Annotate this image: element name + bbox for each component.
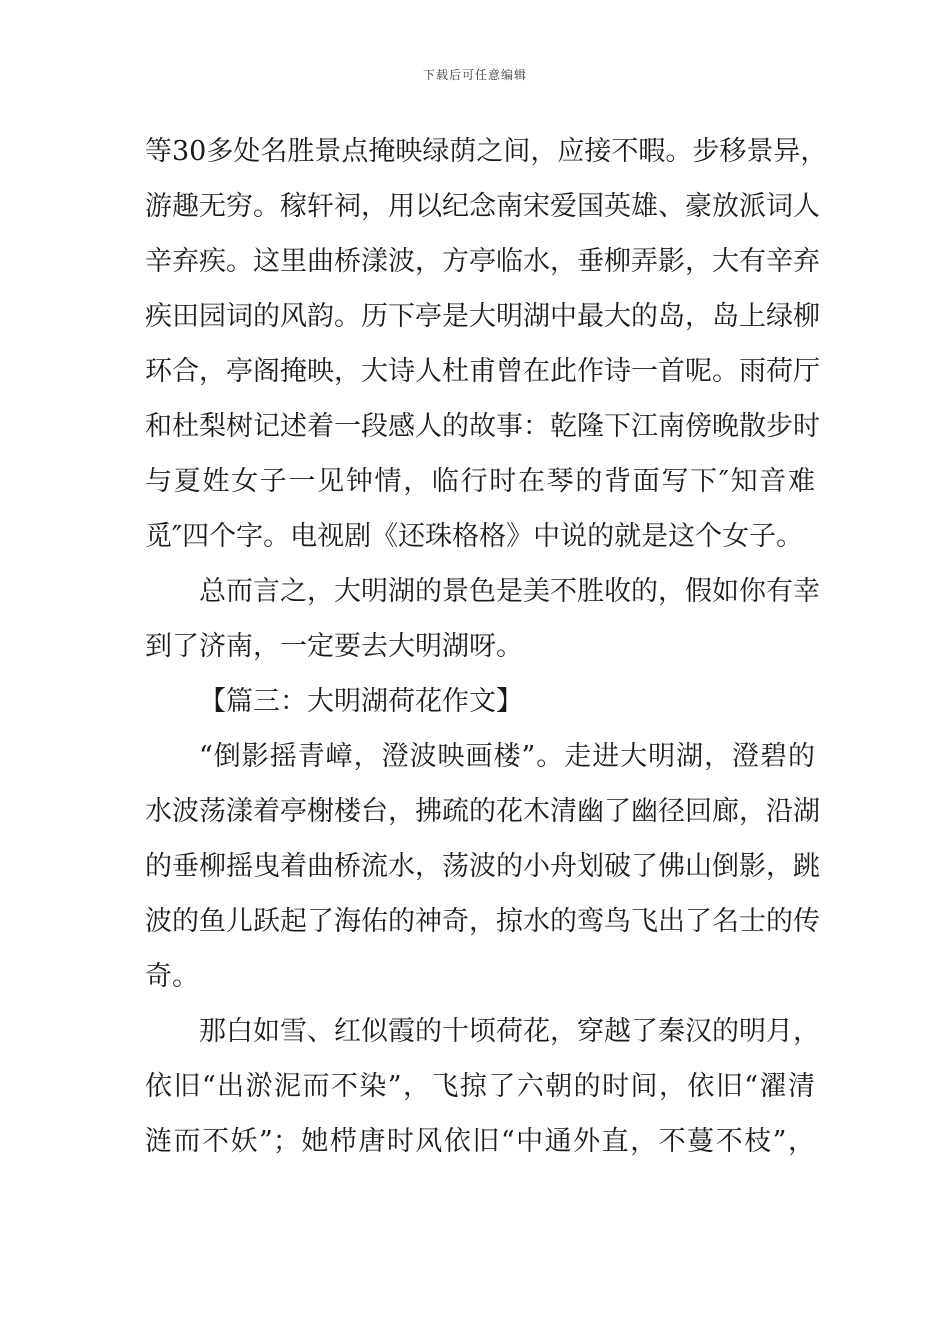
text-line: 和杜梨树记述着一段感人的故事：乾隆下江南傍晚散步时 (145, 411, 820, 442)
text-line: 觅″四个字。电视剧《还珠格格》中说的就是这个女子。 (145, 521, 804, 552)
text-line: 的垂柳摇曳着曲桥流水，荡波的小舟划破了佛山倒影，跳 (145, 851, 820, 882)
text-line: 与夏姓女子一见钟情，临行时在琴的背面写下″知音难 (145, 466, 815, 497)
text-line: “倒影摇青嶂，澄波映画楼”。走进大明湖，澄碧的 (199, 741, 815, 772)
text-line: 水波荡漾着亭榭楼台，拂疏的花木清幽了幽径回廊，沿湖 (145, 796, 820, 827)
text-line: 那白如雪、红似霞的十顷荷花，穿越了秦汉的明月， (199, 1016, 820, 1047)
text-line: 依旧“出淤泥而不染”，飞掠了六朝的时间，依旧“濯清 (145, 1071, 815, 1102)
text-line: 总而言之，大明湖的景色是美不胜收的，假如你有幸 (199, 576, 820, 607)
text-line: 波的鱼儿跃起了海佑的神奇，掠水的鸾鸟飞出了名士的传 (145, 906, 820, 937)
text-line: 到了济南，一定要去大明湖呀。 (145, 631, 523, 662)
text-line: 等30多处名胜景点掩映绿荫之间，应接不暇。步移景异， (145, 136, 828, 167)
text-line: 辛弃疾。这里曲桥漾波，方亭临水，垂柳弄影，大有辛弃 (145, 246, 820, 277)
document-body (145, 130, 828, 1175)
text-line: 涟而不妖”；她栉唐时风依旧“中通外直，不蔓不枝”， (145, 1126, 815, 1157)
text-line: 游趣无穷。稼轩祠，用以纪念南宋爱国英雄、豪放派词人 (145, 191, 820, 222)
text-line: 环合，亭阁掩映，大诗人杜甫曾在此作诗一首呢。雨荷厅 (145, 356, 820, 387)
text-line: 【篇三：大明湖荷花作文】 (199, 686, 523, 717)
text-line: 疾田园词的风韵。历下亭是大明湖中最大的岛，岛上绿柳 (145, 301, 820, 332)
page-header: 下载后可任意编辑 (422, 68, 527, 82)
text-line: 奇。 (145, 961, 199, 992)
